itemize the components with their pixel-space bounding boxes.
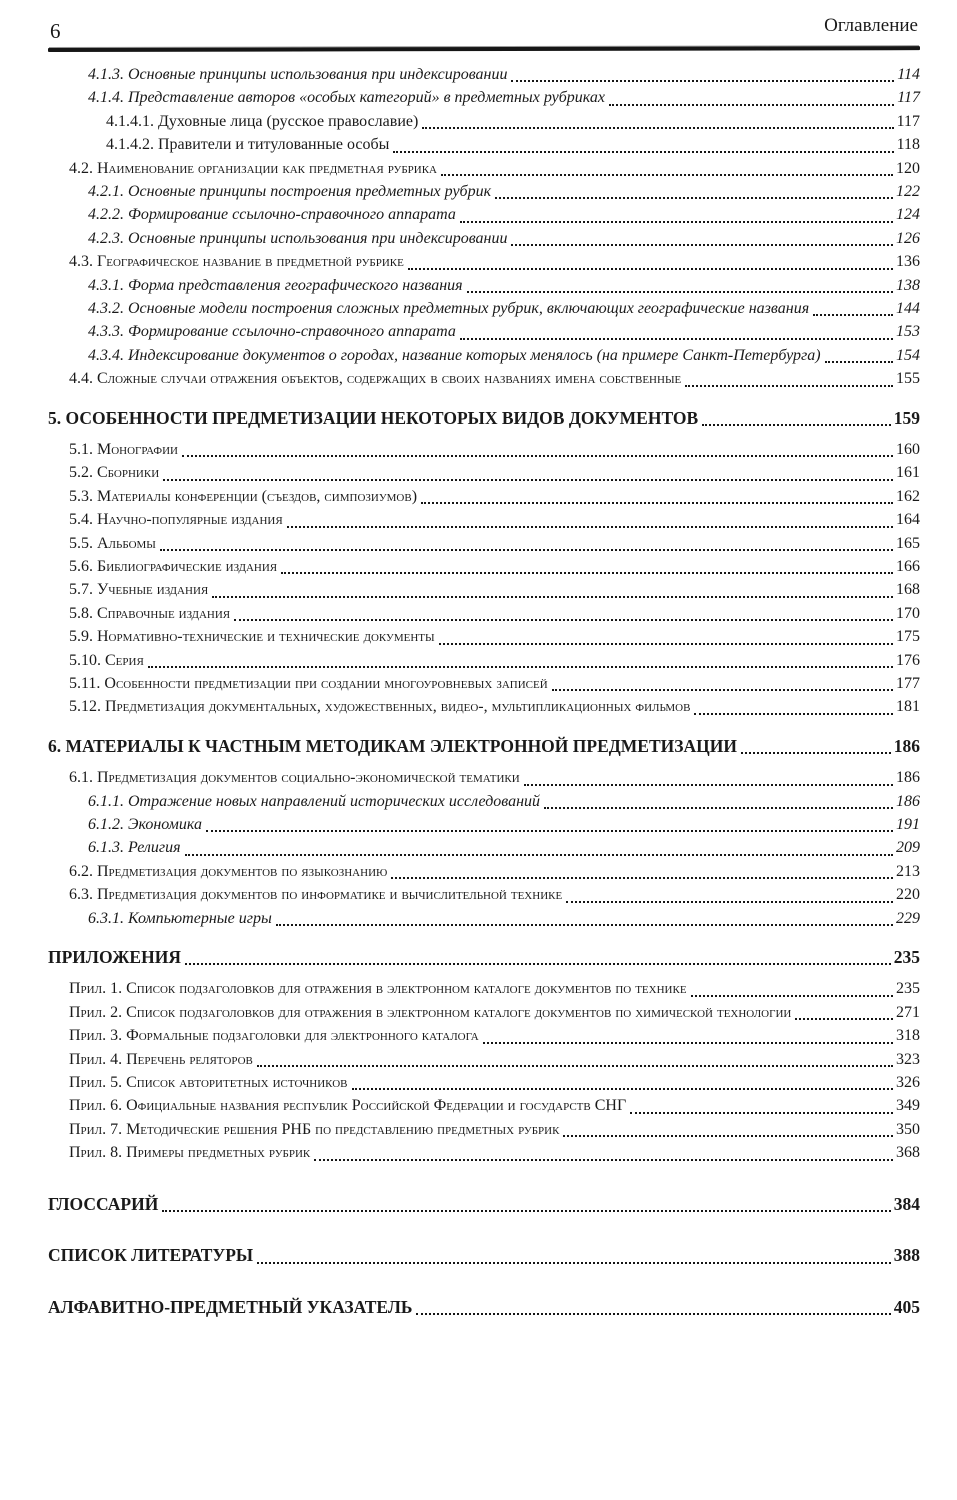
dot-leader (206, 830, 893, 832)
header-rule (48, 46, 920, 52)
toc-entry (88, 837, 920, 859)
toc-entry-text: 5.1. Монографии (69, 441, 178, 459)
toc-entry-page: 117 (896, 112, 920, 130)
dot-leader (163, 479, 893, 481)
toc-entry (88, 64, 920, 86)
dot-leader (813, 314, 893, 316)
toc-entry (69, 509, 920, 531)
toc-entry-page: 213 (896, 862, 920, 880)
toc-entry (69, 650, 920, 672)
toc-entry-page: 124 (896, 206, 920, 224)
dot-leader (483, 1042, 893, 1044)
toc-entry-page: 138 (896, 276, 920, 294)
toc-entry-text: Прил. 5. Список авторитетных источников (69, 1074, 348, 1092)
toc-entry-page: 323 (896, 1050, 920, 1068)
toc-entry-text: 4.3. Географическое название в предметной рубрике (69, 253, 404, 271)
toc-entry-page: 177 (896, 674, 920, 692)
toc-entry (69, 1095, 920, 1117)
toc-entry-page: 154 (896, 346, 920, 364)
dot-leader (495, 197, 893, 199)
toc-entry-text: 5. ОСОБЕННОСТИ ПРЕДМЕТИЗАЦИИ НЕКОТОРЫХ ВИДОВ ДОКУМЕНТОВ (48, 407, 699, 428)
toc-entry (69, 1049, 920, 1071)
toc-entry-text: АЛФАВИТНО-ПРЕДМЕТНЫЙ УКАЗАТЕЛЬ (48, 1296, 413, 1317)
dot-leader (212, 596, 893, 598)
toc-entry (88, 87, 920, 109)
toc-entry (88, 228, 920, 250)
toc-entry-text: 6.1.3. Религия (88, 839, 181, 857)
dot-leader (467, 291, 893, 293)
toc-entry (69, 626, 920, 648)
dot-leader (795, 1018, 893, 1020)
toc-entry-text: Прил. 1. Список подзаголовков для отражения в электронном каталоге документов по технике (69, 980, 687, 998)
dot-leader (691, 995, 893, 997)
dot-leader (408, 268, 893, 270)
toc-entry (48, 734, 920, 759)
toc-entry (48, 1192, 920, 1217)
toc-entry-text: 6.1. Предметизация документов социально-экономической тематики (69, 769, 520, 787)
toc-entry-page: 136 (896, 253, 920, 271)
toc-entry-text: Прил. 8. Примеры предметных рубрик (69, 1144, 311, 1162)
toc-entry-page: 170 (896, 604, 920, 622)
toc-entry-text: ПРИЛОЖЕНИЯ (48, 946, 181, 967)
dot-leader (441, 174, 893, 176)
toc-entry-text: Прил. 4. Перечень реляторов (69, 1050, 253, 1068)
dot-leader (422, 127, 893, 129)
toc-entry (69, 696, 920, 718)
dot-leader (281, 572, 893, 574)
toc-entry (48, 406, 920, 431)
toc-entry-page: 176 (896, 651, 920, 669)
toc-entry (69, 556, 920, 578)
dot-leader (257, 1262, 891, 1264)
toc-entry-page: 117 (897, 89, 920, 107)
dot-leader (552, 689, 893, 691)
toc-entry (69, 673, 920, 695)
page-header (48, 14, 920, 43)
dot-leader (421, 502, 893, 504)
toc-entry-text: 4.2.2. Формирование ссылочно-справочного аппарата (88, 206, 456, 224)
toc-entry-page: 235 (896, 980, 920, 998)
toc-entry-text: 4.1.4.2. Правители и титулованные особы (106, 136, 390, 154)
toc-entry-page: 318 (896, 1027, 920, 1045)
document-page (48, 14, 920, 1319)
toc-entry (69, 251, 920, 273)
toc-entry-page: 186 (893, 735, 920, 756)
toc-entry-page: 209 (896, 839, 920, 857)
toc-entry-page: 162 (896, 487, 920, 505)
dot-leader (524, 784, 893, 786)
toc-list (48, 64, 920, 1319)
toc-entry-text: 5.7. Учебные издания (69, 581, 209, 599)
dot-leader (511, 80, 894, 82)
toc-entry-text: 4.2.1. Основные принципы построения предметных рубрик (88, 183, 492, 201)
dot-leader (685, 385, 893, 387)
toc-entry (69, 1025, 920, 1047)
dot-leader (393, 151, 893, 153)
toc-entry-text: Прил. 7. Методические решения РНБ по представлению предметных рубрик (69, 1120, 560, 1138)
toc-entry (88, 345, 920, 367)
toc-entry (88, 298, 920, 320)
toc-entry-text: 5.11. Особенности предметизации при создании многоуровневых записей (69, 674, 548, 692)
toc-entry-text: 6. МАТЕРИАЛЫ К ЧАСТНЫМ МЕТОДИКАМ ЭЛЕКТРОННОЙ ПРЕДМЕТИЗАЦИИ (48, 735, 737, 756)
dot-leader (287, 526, 893, 528)
toc-entry (88, 204, 920, 226)
toc-entry (69, 767, 920, 789)
page-number: 6 (50, 19, 61, 43)
toc-entry-page: 388 (893, 1245, 920, 1266)
toc-entry (69, 486, 920, 508)
dot-leader (566, 901, 893, 903)
toc-entry-text: СПИСОК ЛИТЕРАТУРЫ (48, 1245, 254, 1266)
dot-leader (825, 361, 893, 363)
toc-entry-page: 155 (896, 370, 920, 388)
toc-entry-text: 4.3.2. Основные модели построения сложных предметных рубрик, включающих географические названия (88, 300, 810, 317)
toc-entry-page: 186 (896, 792, 920, 810)
dot-leader (416, 1313, 890, 1315)
dot-leader (391, 877, 893, 879)
toc-entry (69, 158, 920, 180)
toc-entry-text: 5.5. Альбомы (69, 534, 156, 552)
toc-entry-text: 6.1.2. Экономика (88, 816, 202, 834)
toc-entry-text: Прил. 2. Список подзаголовков для отражения в электронном каталоге документов по химической технологии (69, 1003, 792, 1021)
toc-entry-page: 114 (897, 66, 920, 84)
toc-entry-page: 191 (896, 816, 920, 834)
toc-entry-page: 166 (896, 558, 920, 576)
toc-entry-page: 122 (896, 183, 920, 201)
dot-leader (148, 666, 893, 668)
toc-entry-page: 405 (893, 1296, 920, 1317)
dot-leader (694, 713, 893, 715)
dot-leader (511, 244, 893, 246)
header-title: Оглавление (824, 15, 918, 37)
toc-entry (88, 181, 920, 203)
toc-entry-page: 326 (896, 1074, 920, 1092)
toc-entry (88, 908, 920, 930)
toc-entry-page: 368 (896, 1144, 920, 1162)
toc-entry-page: 161 (896, 464, 920, 482)
toc-entry-page: 235 (893, 946, 920, 967)
toc-entry (88, 814, 920, 836)
toc-entry-text: 4.3.3. Формирование ссылочно-справочного аппарата (88, 323, 456, 341)
dot-leader (185, 854, 893, 856)
toc-entry-page: 126 (896, 229, 920, 247)
dot-leader (741, 752, 891, 754)
toc-entry (106, 111, 920, 133)
toc-entry-text: 5.9. Нормативно-технические и технические документы (69, 628, 435, 646)
toc-entry-page: 271 (896, 1003, 920, 1021)
toc-entry (48, 1243, 920, 1268)
toc-entry-page: 186 (896, 769, 920, 787)
toc-entry (69, 1072, 920, 1094)
toc-entry-text: 4.3.1. Форма представления географического названия (88, 276, 463, 294)
toc-entry-text: 4.2.3. Основные принципы использования при индексировании (88, 229, 508, 247)
toc-entry-page: 350 (896, 1120, 920, 1138)
toc-entry-page: 120 (896, 159, 920, 177)
toc-entry-text: 5.12. Предметизация документальных, художественных, видео-, мультипликационных фильмов (69, 698, 691, 716)
toc-entry-text: 6.1.1. Отражение новых направлений исторических исследований (88, 792, 541, 810)
toc-entry-page: 175 (896, 628, 920, 646)
toc-entry-text: 6.3. Предметизация документов по информатике и вычислительной технике (69, 886, 563, 904)
dot-leader (314, 1159, 893, 1161)
toc-entry (48, 1295, 920, 1320)
toc-entry-page: 384 (893, 1193, 920, 1214)
toc-entry-page: 229 (896, 909, 920, 927)
toc-entry (69, 533, 920, 555)
toc-entry-text: 5.6. Библиографические издания (69, 558, 278, 576)
toc-entry-text: 6.2. Предметизация документов по языкознанию (69, 862, 388, 880)
dot-leader (460, 221, 893, 223)
toc-entry-text: ГЛОССАРИЙ (48, 1193, 159, 1214)
dot-leader (702, 424, 891, 426)
toc-entry-text: 6.3.1. Компьютерные игры (88, 909, 272, 927)
toc-entry-text: 4.3.4. Индексирование документов о городах, название которых менялось (на примере Санкт-Петербурга) (88, 346, 821, 364)
dot-leader (352, 1088, 893, 1090)
toc-entry (106, 134, 920, 156)
toc-entry (69, 1142, 920, 1164)
toc-entry-text: 4.4. Сложные случаи отражения объектов, содержащих в своих названиях имена собственные (69, 370, 682, 388)
toc-entry (69, 978, 920, 1000)
toc-entry (69, 579, 920, 601)
toc-entry-text: 4.2. Наименование организации как предметная рубрика (69, 159, 438, 177)
toc-entry-text: 5.8. Справочные издания (69, 604, 231, 622)
toc-entry-text: 4.1.4. Представление авторов «особых категорий» в предметных рубриках (88, 89, 605, 107)
dot-leader (609, 104, 894, 106)
dot-leader (630, 1112, 893, 1114)
dot-leader (234, 619, 893, 621)
toc-entry-text: Прил. 6. Официальные названия республик Российской Федерации и государств СНГ (69, 1097, 627, 1115)
toc-entry (69, 861, 920, 883)
toc-entry (69, 439, 920, 461)
toc-entry-page: 159 (893, 407, 920, 428)
toc-entry (88, 275, 920, 297)
toc-entry-text: 5.4. Научно-популярные издания (69, 511, 283, 529)
toc-entry-text: 5.3. Материалы конференции (съездов, симпозиумов) (69, 487, 418, 505)
dot-leader (182, 455, 893, 457)
toc-entry-page: 153 (896, 323, 920, 341)
toc-entry (88, 791, 920, 813)
toc-entry (69, 462, 920, 484)
toc-entry (69, 1119, 920, 1141)
toc-entry-text: 5.2. Сборники (69, 464, 160, 482)
toc-entry-page: 168 (896, 581, 920, 599)
toc-entry (69, 603, 920, 625)
dot-leader (460, 338, 893, 340)
toc-entry-text: 4.1.3. Основные принципы использования при индексировании (88, 66, 508, 84)
dot-leader (185, 963, 891, 965)
dot-leader (257, 1065, 893, 1067)
toc-entry-page: 349 (896, 1097, 920, 1115)
toc-entry-page: 160 (896, 441, 920, 459)
toc-entry (69, 1002, 920, 1024)
toc-entry-page: 164 (896, 511, 920, 529)
toc-entry-page: 165 (896, 534, 920, 552)
dot-leader (160, 549, 893, 551)
toc-entry (69, 368, 920, 390)
dot-leader (544, 807, 893, 809)
toc-entry-text: 4.1.4.1. Духовные лица (русское православие) (106, 112, 419, 130)
dot-leader (563, 1135, 893, 1137)
dot-leader (162, 1210, 890, 1212)
toc-entry-page: 144 (896, 300, 920, 317)
toc-entry-text: Прил. 3. Формальные подзаголовки для электронного каталога (69, 1027, 479, 1045)
dot-leader (276, 924, 893, 926)
toc-entry-text: 5.10. Серия (69, 651, 144, 669)
toc-entry (69, 884, 920, 906)
toc-entry (88, 321, 920, 343)
toc-entry-page: 181 (896, 698, 920, 716)
dot-leader (439, 643, 893, 645)
toc-entry (48, 945, 920, 970)
toc-entry-page: 118 (896, 136, 920, 154)
toc-entry-page: 220 (896, 886, 920, 904)
